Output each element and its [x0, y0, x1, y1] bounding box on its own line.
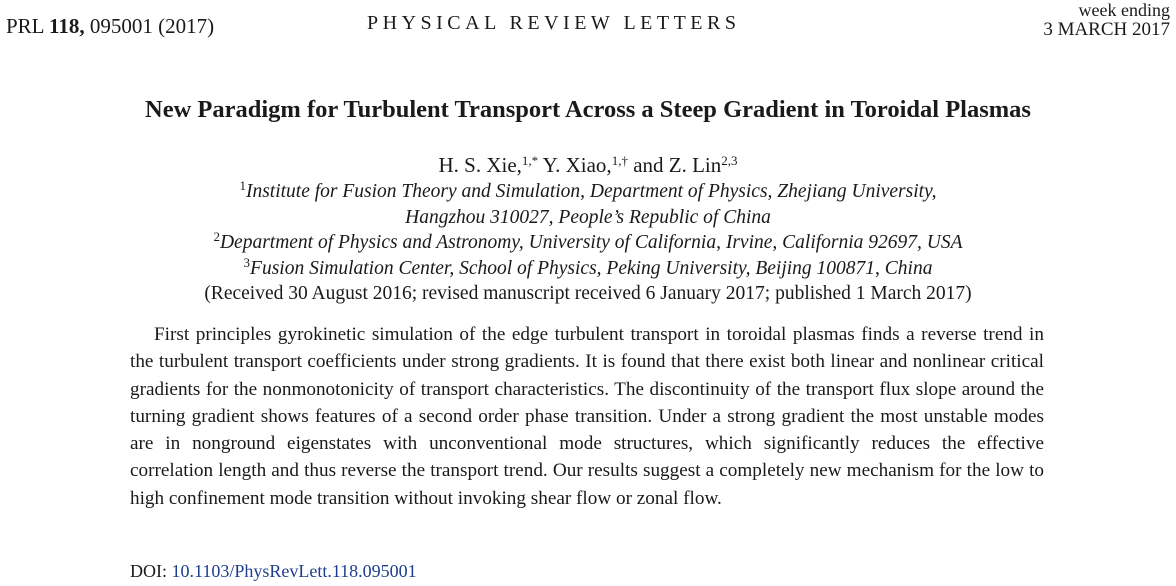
affiliation-text: Institute for Fusion Theory and Simulation, Department of Physics, Zhejiang University,	[245, 181, 937, 202]
volume-number: 118,	[48, 14, 85, 38]
publication-history: (Received 30 August 2016; revised manuscript received 6 January 2017; published 1 March 2017)	[204, 283, 972, 304]
running-header-citation	[6, 14, 214, 39]
week-ending-label: week ending	[1078, 0, 1170, 20]
author-affiliation-mark: 2,3	[721, 153, 738, 168]
journal-name: PHYSICAL REVIEW LETTERS	[367, 12, 741, 34]
affiliation-1-continued	[0, 207, 1176, 229]
author-affiliation-mark: 1,†	[611, 153, 628, 168]
affiliation-marker: 2	[213, 229, 220, 244]
affiliation-marker: 3	[243, 255, 251, 270]
author-name: H. S. Xie,	[438, 153, 522, 177]
author-list	[0, 153, 1176, 178]
issue-date: 3 MARCH 2017	[1043, 19, 1170, 40]
affiliation-2	[0, 229, 1176, 254]
author-name: Y. Xiao,	[542, 153, 612, 177]
article-info: 095001 (2017)	[89, 14, 215, 38]
affiliation-text: Hangzhou 310027, People’s Republic of China	[405, 207, 771, 228]
issue-date-block	[1043, 0, 1170, 40]
doi-link[interactable]: 10.1103/PhysRevLett.118.095001	[171, 561, 417, 581]
affiliation-1	[0, 178, 1176, 203]
journal-abbrev: PRL	[6, 14, 44, 38]
abstract: First principles gyrokinetic simulation of the edge turbulent transport in toroidal plasmas finds a reverse trend in the turbulent transport coefficients under strong gradients. It is found that there exist both linear and nonlinear critical gradients for the nonmonotonicity of transport characteristics. The discontinuity of the transport flux slope around the turning gradient shows features of a second order phase transition. Under a strong gradient the most unstable modes are in nonground eigenstates with unconventional mode structures, which significantly reduces the effective correlation length and thus reverse the transport trend. Our results suggest a completely new mechanism for the low to high confinement mode transition without invoking shear flow or zonal flow.	[130, 324, 1044, 509]
author-name: and Z. Lin	[633, 153, 722, 177]
doi-label: DOI:	[130, 561, 167, 581]
affiliation-text: Fusion Simulation Center, School of Physics, Peking University, Beijing 100871, China	[250, 258, 933, 279]
author-affiliation-mark: 1,*	[521, 153, 539, 168]
doi-line	[130, 561, 417, 582]
affiliation-3	[0, 255, 1176, 280]
affiliation-text: Department of Physics and Astronomy, University of California, Irvine, California 92697, USA	[219, 232, 963, 253]
paper-title: New Paradigm for Turbulent Transport Across a Steep Gradient in Toroidal Plasmas	[145, 96, 1031, 123]
affiliation-marker: 1	[239, 178, 246, 193]
